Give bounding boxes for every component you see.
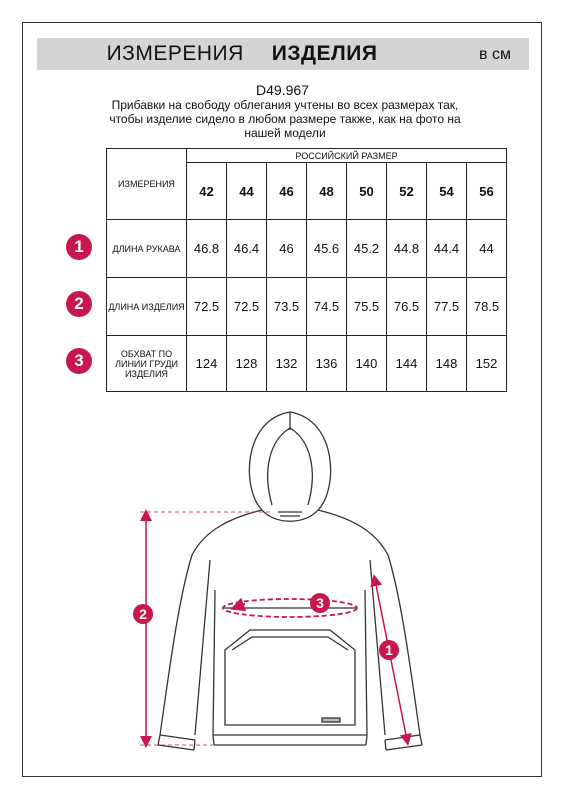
table-cell: 73.5 [267, 278, 307, 336]
corner-label: ИЗМЕРЕНИЯ [107, 149, 187, 220]
table-cell: 75.5 [347, 278, 387, 336]
table-cell: 44 [467, 220, 507, 278]
size-header-cell: 56 [467, 163, 507, 220]
table-cell: 152 [467, 336, 507, 392]
table-cell: 77.5 [427, 278, 467, 336]
table-cell: 46 [267, 220, 307, 278]
table-cell: 44.4 [427, 220, 467, 278]
table-cell: 148 [427, 336, 467, 392]
table-row-chest-girth [107, 336, 507, 392]
svg-text:3: 3 [316, 595, 324, 611]
size-header-cell: 54 [427, 163, 467, 220]
table-cell: 76.5 [387, 278, 427, 336]
table-row-garment-length [107, 278, 507, 336]
table-cell: 72.5 [187, 278, 227, 336]
table-cell: 124 [187, 336, 227, 392]
chest-girth-arrow [237, 604, 245, 607]
table-cell: 78.5 [467, 278, 507, 336]
svg-text:2: 2 [139, 606, 147, 622]
table-cell: 128 [227, 336, 267, 392]
table-cell: 45.2 [347, 220, 387, 278]
title-word-garment: ИЗДЕЛИЯ [271, 42, 378, 65]
table-cell: 140 [347, 336, 387, 392]
size-header-cell: 48 [307, 163, 347, 220]
size-header-cell: 42 [187, 163, 227, 220]
title-bar [37, 38, 529, 70]
page-title [37, 42, 447, 66]
sleeve-length-line [375, 580, 407, 740]
table-row-sleeve-length [107, 220, 507, 278]
size-table [106, 148, 507, 392]
table-cell: 136 [307, 336, 347, 392]
product-code: D49.967 [256, 82, 309, 98]
diagram-marker-1 [379, 640, 399, 660]
hoodie-outline [158, 412, 422, 750]
size-header-cell: 52 [387, 163, 427, 220]
row-label: ОБХВАТ ПО ЛИНИИ ГРУДИ ИЗДЕЛИЯ [107, 336, 187, 392]
diagram-marker-3 [310, 593, 330, 613]
table-cell: 132 [267, 336, 307, 392]
table-cell: 44.8 [387, 220, 427, 278]
table-cell: 46.4 [227, 220, 267, 278]
row-label: ДЛИНА РУКАВА [107, 220, 187, 278]
row-badge-1: 1 [66, 234, 92, 260]
row-badge-2: 2 [66, 291, 92, 317]
size-header-cell: 50 [347, 163, 387, 220]
fit-note: Прибавки на свободу облегания учтены во всех размерах так, чтобы изделие сидело в любом размере также, как на фото на нашей модели [109, 98, 461, 140]
size-header-cell: 46 [267, 163, 307, 220]
table-cell: 45.6 [307, 220, 347, 278]
hoodie-diagram [0, 400, 565, 770]
size-header-cell: 44 [227, 163, 267, 220]
table-cell: 144 [387, 336, 427, 392]
table-cell: 46.8 [187, 220, 227, 278]
title-word-measurements: ИЗМЕРЕНИЯ [106, 42, 244, 65]
svg-text:1: 1 [385, 642, 393, 658]
russian-size-header: РОССИЙСКИЙ РАЗМЕР [187, 149, 507, 163]
diagram-marker-2 [133, 604, 153, 624]
title-unit: в см [479, 46, 511, 63]
table-cell: 74.5 [307, 278, 347, 336]
table-cell: 72.5 [227, 278, 267, 336]
row-label: ДЛИНА ИЗДЕЛИЯ [107, 278, 187, 336]
row-badge-3: 3 [66, 348, 92, 374]
